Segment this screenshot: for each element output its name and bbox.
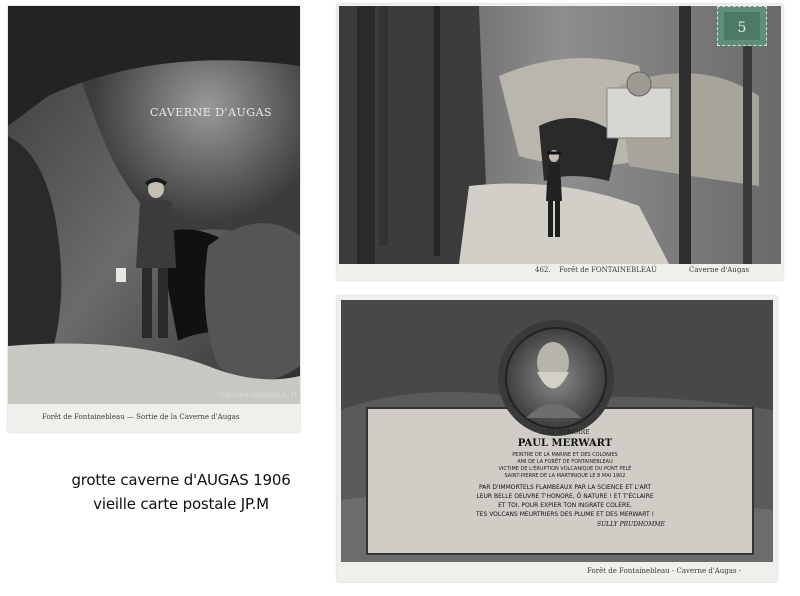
postcard-caption-right: Caverne d'Augas [689,266,750,274]
card-number: 462. [535,266,551,274]
postcard-caption: Forêt de Fontainebleau — Sortie de la Caverne d'Augas [42,413,240,421]
postcard-caption: Forêt de FONTAINEBLEAU [559,266,657,274]
plaque-dedication-small: A LA MÉMOIRE [540,429,590,436]
plaque-signature: SULLY PRUDHOMME [597,521,665,528]
plaque-line-1: PEINTRE DE LA MARINE ET DES COLONIES [512,452,618,458]
plaque-quote-4: TES VOLCANS MEURTRIERS DES PLUME ET DES MERWART ! [476,511,654,518]
plaque-quote-1: PAR D'IMMORTELS FLAMBEAUX PAR LA SCIENCE ET L'ART [478,484,652,491]
publisher-credit: Collection Artistique L. M. [218,392,299,399]
postcard-cave-path [337,4,783,280]
cave-path-photo [339,6,781,264]
svg-text:5: 5 [737,20,747,36]
cave-exit-photo [8,6,300,404]
postage-stamp-icon [717,6,767,46]
postcard-cave-exit [8,6,300,432]
plaque-line-2: AMI DE LA FORÊT DE FONTAINEBLEAU [517,459,613,465]
plaque-quote-2: LEUR BELLE OEUVRE T'HONORE, Ô NATURE ! ET T'ÉCLAIRE [476,493,654,500]
note-line-title: grotte caverne d'AUGAS 1906 [71,471,291,489]
plaque-quote-3: ET TOI, POUR EXPIER TON INGRATE COLÈRE, [498,502,632,509]
plaque-line-4: SAINT-PIERRE DE LA MARTINIQUE LE 8 MAI 1902 [504,473,626,479]
plaque-line-3: VICTIME DE L'ÉRUPTION VOLCANIQUE DU PONT PELÉ [498,466,632,472]
collector-note [36,468,326,516]
postcard-merwart-plaque [337,296,777,582]
plaque-name: PAUL MERWART [517,438,613,449]
note-line-credit: vieille carte postale JP.M [93,495,269,513]
postcard-caption: Forêt de Fontainebleau - Caverne d'Augas - [587,567,742,575]
rock-inscription: CAVERNE D'AUGAS [150,106,273,119]
